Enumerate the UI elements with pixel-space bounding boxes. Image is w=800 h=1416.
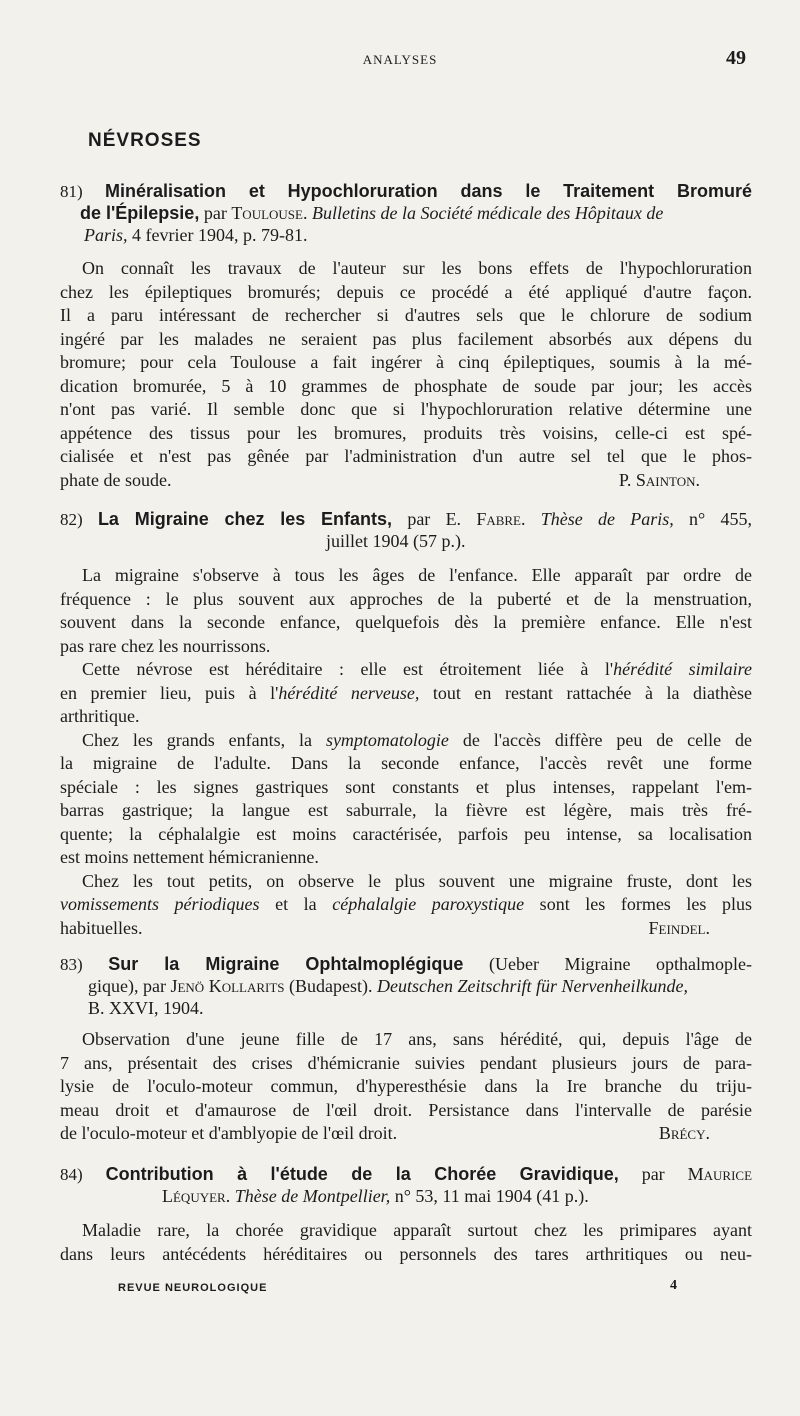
signature-mark: 4: [670, 1278, 677, 1293]
section-title: NÉVROSES: [88, 130, 202, 151]
article-84-body: Maladie rare, la chorée gravidique apparaît surtout chez les primipares ayant dans leurs antécédents héréditaires ou personnels des tares arthritiques ou neu-: [60, 1220, 752, 1264]
journal: Bulletins de la Société médicale des Hôpitaux de: [311, 203, 664, 223]
article-82-body: La migraine s'observe à tous les âges de l'enfance. Elle apparaît par ordre de fréquence : le plus souvent aux approches de la puberté et de la menstruation, souvent dans la seconde enfance, quelquefois dès la première enfance. Elle n'est pas rare chez les nourrissons. Cette névrose est héréditaire : elle est étroitement liée à l'hérédité similaire en premier lieu, puis à l'hérédité nerveuse, tout en restant rattachée à la diathèse arthritique. Chez les grands enfants, la symptomatologie de l'accès diffère peu de celle de la migraine de l'adulte. Dans la seconde enfance, l'accès revêt une forme spéciale : les signes gastriques sont constants et plus intenses, rappelant l'em- barras gastrique; la langue est saburrale, la fièvre est légère, mais très fré- quente; la céphalalgie est moins caractérisée, parfois peu intense, sa localisation est moins nettement hémicranienne. Chez les tout petits, on observe le plus souvent une migraine fruste, dont les vomissements périodiques et la céphalalgie paroxystique sont les formes les plus habituelles. Feindel.: [60, 564, 752, 940]
author: Toulouse.: [231, 203, 308, 223]
running-title: ANALYSES: [362, 52, 438, 67]
article-title-cont: de l'Épilepsie, par Toulouse. Bulletins de la Société médicale des Hôpitaux de: [80, 203, 664, 223]
article-81-body: On connaît les travaux de l'auteur sur les bons effets de l'hypochloruration chez les épileptiques bromurés; depuis ce procédé a été appliqué d'autre façon. Il a paru intéressant de rechercher si d'autres sels que le chlorure de sodium ingéré par les malades ne seraient pas plus facilement absorbés aux dépens du bromure; pour cela Toulouse a fait ingérer à cinq épileptiques, soumis à la mé- dication bromurée, 5 à 10 grammes de phosphate de soude par jour; les accès n'ont pas varié. Il semble donc que si l'hypochloruration relative détermine une appétence des tissus pour les bromures, produits très voisins, celle-ci est spé- cialisée et n'est pas gênée par l'administration d'un autre sel tel que le phos- phate de soude. P. Sainton.: [60, 257, 752, 492]
signature: Brécy.: [658, 1123, 710, 1143]
journal: Thèse de Montpellier,: [234, 1186, 391, 1206]
author: E. Fabre.: [445, 509, 526, 529]
journal: Deutschen Zeitschrift für Nervenheilkunde,: [377, 976, 688, 996]
author: Maurice: [687, 1164, 752, 1184]
article-title: 82) La Migraine chez les Enfants, par E. Fabre. Thèse de Paris, n° 455,: [60, 509, 752, 529]
article-82: [60, 508, 752, 552]
author: Jenö Kollarits: [170, 976, 285, 996]
page-number: 49: [726, 47, 746, 69]
article-number: 84): [60, 1165, 83, 1184]
article-number: 82): [60, 510, 83, 529]
article-83: 83) Sur la Migraine Ophtalmoplégique (Ueber Migraine opthalmople- gique), par Jenö Kollarits (Budapest). Deutschen Zeitschrift für Nervenheilkunde, B. XXVI, 1904.: [60, 954, 752, 1018]
article-title: 84) Contribution à l'étude de la Chorée Gravidique, par Maurice: [60, 1164, 752, 1184]
signature: Feindel.: [648, 917, 710, 938]
article-number: 81): [60, 182, 83, 201]
citation: Paris, 4 fevrier 1904, p. 79-81.: [84, 225, 308, 245]
article-title: 83) Sur la Migraine Ophtalmoplégique (Ueber Migraine opthalmople-: [60, 954, 752, 974]
citation: Léquyer. Thèse de Montpellier, n° 53, 11 mai 1904 (41 p.).: [162, 1186, 589, 1206]
signature: P. Sainton.: [618, 469, 700, 490]
journal: Thèse de Paris,: [540, 509, 674, 529]
footer-journal: REVUE NEUROLOGIQUE: [118, 1282, 268, 1294]
citation: juillet 1904 (57 p.).: [326, 531, 466, 551]
article-title: 81) Minéralisation et Hypochloruration dans le Traitement Bromuré: [60, 181, 752, 201]
article-81: [60, 180, 752, 246]
article-84: [60, 1163, 752, 1207]
article-83-body: Observation d'une jeune fille de 17 ans, sans hérédité, qui, depuis l'âge de 7 ans, présentait des crises d'hémicranie suivies pendant plusieurs jours de para- lysie de l'oculo-moteur commun, d'hyperesthésie dans la Ire branche du triju- meau droit et d'amaurose de l'œil droit. Persistance dans l'intervalle de parésie de l'oculo-moteur et d'amblyopie de l'œil droit. Brécy.: [60, 1028, 752, 1146]
citation: gique), par Jenö Kollarits (Budapest). Deutschen Zeitschrift für Nervenheilkunde,: [88, 976, 688, 996]
article-number: 83): [60, 955, 83, 974]
